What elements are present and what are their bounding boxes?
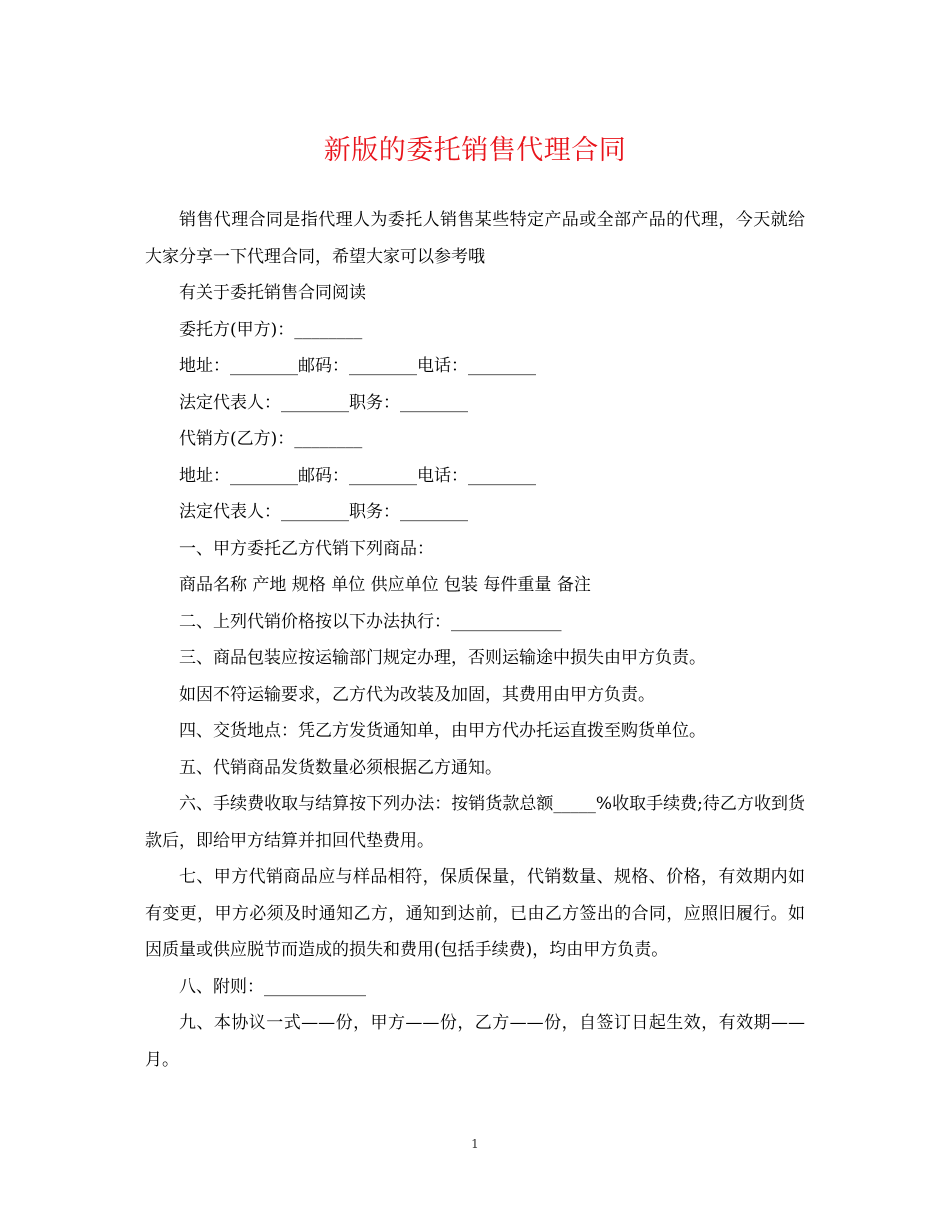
clause-7: 七、甲方代销商品应与样品相符，保质保量，代销数量、规格、价格，有效期内如有变更，甲方必须及时通知乙方，通知到达前，已由乙方签出的合同，应照旧履行。如因质量或供应脱节而造成的损失和费用(包括手续费)，均由甲方负责。 [145,867,805,960]
clause-8: 八、附则：____________ [179,976,366,997]
related-reading-line: 有关于委托销售合同阅读 [179,283,366,303]
page-number: 1 [471,1137,479,1151]
clause-4: 四、交货地点：凭乙方发货通知单，由甲方代办托运直拨至购货单位。 [179,721,706,741]
clause-5: 五、代销商品发货数量必须根据乙方通知。 [179,757,502,778]
intro-paragraph: 销售代理合同是指代理人为委托人销售某些特定产品或全部产品的代理，今天就给大家分享一下代理合同，希望大家可以参考哦 [145,210,805,267]
party-a-representative-line: 法定代表人：________职务：________ [179,392,468,413]
clause-6: 六、手续费收取与结算按下列办法：按销货款总额_____%收取手续费;待乙方收到货款后，即给甲方结算并扣回代垫费用。 [145,794,805,851]
party-b-representative-line: 法定代表人：________职务：________ [179,502,468,522]
clause-1: 一、甲方委托乙方代销下列商品： [179,538,434,559]
party-a-address-line: 地址：________邮码：________电话：________ [179,356,536,376]
document-title: 新版的委托销售代理合同 [323,135,627,166]
party-b-address-line: 地址：________邮码：________电话：________ [179,465,536,486]
document-body [145,202,805,1078]
clause-9: 九、本协议一式——份，甲方——份，乙方——份，自签订日起生效，有效期——月。 [145,1013,805,1070]
party-a-line: 委托方(甲方)：________ [179,319,363,340]
clause-3: 三、商品包装应按运输部门规定办理，否则运输途中损失由甲方负责。 [179,648,706,668]
clause-2: 二、上列代销价格按以下办法执行：_____________ [179,611,562,632]
goods-header-line: 商品名称 产地 规格 单位 供应单位 包装 每件重量 备注 [179,575,591,595]
clause-3-continuation: 如因不符运输要求，乙方代为改装及加固，其费用由甲方负责。 [179,684,655,705]
party-b-line: 代销方(乙方)：________ [179,429,363,449]
